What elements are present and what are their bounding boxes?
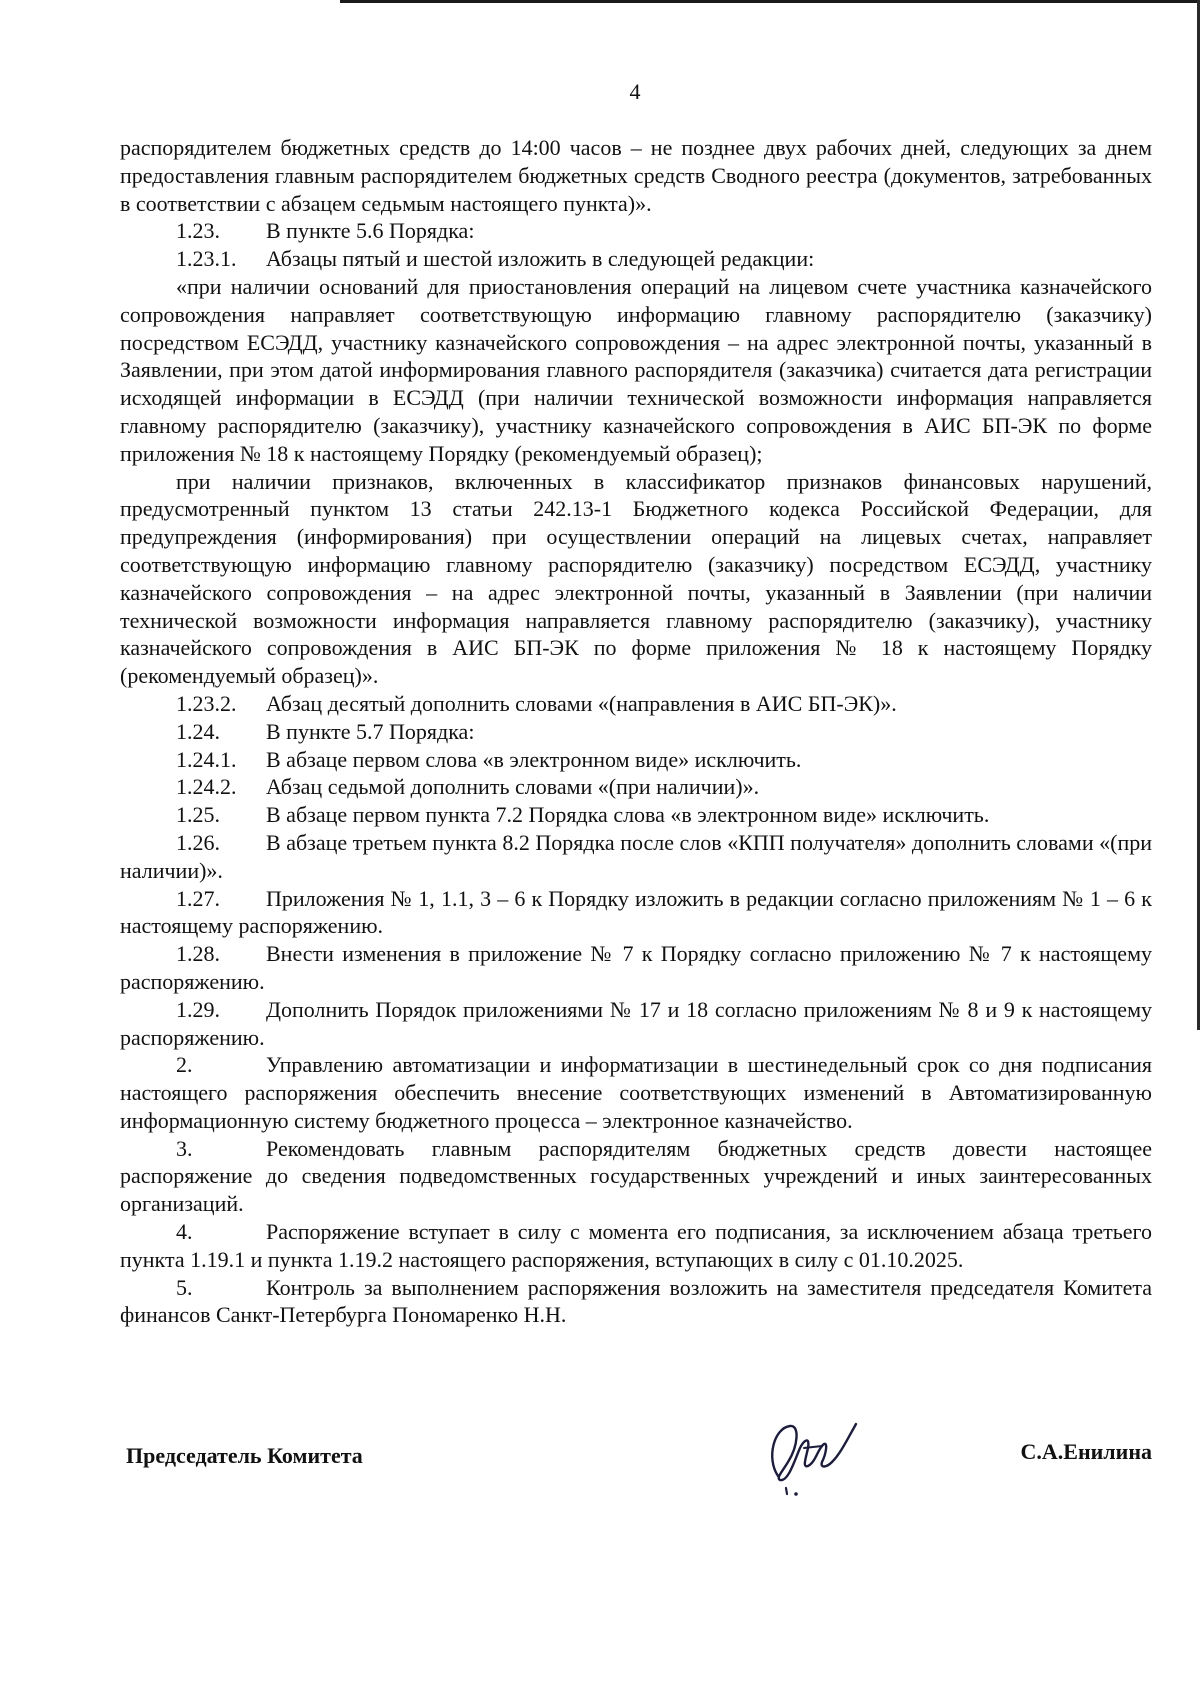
item-1-23-2 <box>120 690 1152 718</box>
item-1-23 <box>120 217 1152 245</box>
item-3 <box>120 1135 1152 1218</box>
item-text: Внести изменения в приложение № 7 к Порядку согласно приложению № 7 к настоящему распоряжению. <box>120 941 1152 994</box>
scan-edge-top <box>340 0 1200 3</box>
item-text: Дополнить Порядок приложениями № 17 и 18 согласно приложениям № 8 и 9 к настоящему распоряжению. <box>120 996 1152 1050</box>
item-text: Распоряжение вступает в силу с момента его подписания, за исключением абзаца третьего пункта 1.19.1 и пункта 1.19.2 настоящего распоряжения, вступающих в силу с 01.10.2025. <box>120 1219 1152 1272</box>
item-number: 1.26. <box>176 829 220 855</box>
item-number: 1.25. <box>176 802 220 828</box>
item-number: 1.24. <box>176 718 220 744</box>
item-number: 1.28. <box>176 941 220 967</box>
item-1-24-2 <box>120 773 1152 801</box>
item-number: 2. <box>176 1052 193 1078</box>
item-text: В пункте 5.6 Порядка: <box>266 218 475 244</box>
item-text: Приложения № 1, 1.1, 3 – 6 к Порядку изложить в редакции согласно приложениям № 1 – 6 к настоящему распоряжению. <box>120 885 1152 939</box>
item-number: 1.23. <box>176 218 220 244</box>
item-number: 1.24.1. <box>176 746 237 772</box>
quoted-paragraph-6: при наличии признаков, включенных в классификатор признаков финансовых нарушений, предусмотренный пунктом 13 статьи 242.13-1 Бюджетного кодекса Российской Федерации, для предупреждения (информирования) при осуществлении операций на лицевых счетах, направляет соответствующую информацию главному распорядителю (заказчику) посредством ЕСЭДД, участнику казначейского сопровождения – на адрес электронной почты, указанный в Заявлении (при наличии технической возможности информация направляется главному распорядителю (заказчику), участнику казначейского сопровождения в АИС БП-ЭК по форме приложения № 18 к настоящему Порядку (рекомендуемый образец)». <box>120 468 1152 689</box>
item-number: 1.24.2. <box>176 774 237 800</box>
signatory-name: С.А.Енилина <box>1020 1439 1152 1464</box>
item-1-25 <box>120 801 1152 829</box>
item-1-24-1 <box>120 746 1152 774</box>
signature-block <box>126 1438 1152 1498</box>
signatory-position: Председатель Комитета <box>126 1443 363 1468</box>
item-text: Абзац седьмой дополнить словами «(при наличии)». <box>266 774 760 800</box>
item-text: В пункте 5.7 Порядка: <box>266 718 475 744</box>
item-1-23-1 <box>120 245 1152 273</box>
quoted-paragraph-5: «при наличии оснований для приостановления операций на лицевом счете участника казначейского сопровождения направляет соответствующую информацию главному распорядителю (заказчику) посредством ЕСЭДД, участнику казначейского сопровождения – на адрес электронной почты, указанный в Заявлении, при этом датой информирования главного распорядителя (заказчика) считается дата регистрации исходящей информации в ЕСЭДД (при наличии технической возможности информация направляется главному распорядителю (заказчику), участнику казначейского сопровождения в АИС БП-ЭК по форме приложения № 18 к настоящему Порядку (рекомендуемый образец); <box>120 273 1152 466</box>
item-text: Абзац десятый дополнить словами «(направления в АИС БП-ЭК)». <box>266 690 897 716</box>
item-text: В абзаце первом слова «в электронном виде» исключить. <box>266 746 802 772</box>
item-number: 1.29. <box>176 996 220 1022</box>
item-number: 1.23.1. <box>176 246 237 272</box>
document-body <box>120 134 1152 1329</box>
item-number: 3. <box>176 1135 193 1161</box>
item-number: 5. <box>176 1274 193 1300</box>
item-number: 1.27. <box>176 885 220 911</box>
item-2 <box>120 1051 1152 1134</box>
item-1-28 <box>120 940 1152 996</box>
paragraph-continuation: распорядителем бюджетных средств до 14:00 часов – не позднее двух рабочих дней, следующих за днем предоставления главным распорядителем бюджетных средств Сводного реестра (документов, затребованных в соответствии с абзацем седьмым настоящего пункта)». <box>120 135 1152 216</box>
item-text: Управлению автоматизации и информатизации в шестинедельный срок со дня подписания настоящего распоряжения обеспечить внесение соответствующих изменений в Автоматизированную информационную систему бюджетного процесса – электронное казначейство. <box>120 1052 1152 1133</box>
item-number: 1.23.2. <box>176 690 237 716</box>
item-1-27 <box>120 885 1152 941</box>
item-1-24 <box>120 718 1152 746</box>
item-4 <box>120 1218 1152 1274</box>
item-text: Рекомендовать главным распорядителям бюджетных средств довести настоящее распоряжение до сведения подведомственных государственных учреждений и иных заинтересованных организаций. <box>120 1135 1152 1217</box>
item-text: Абзацы пятый и шестой изложить в следующей редакции: <box>266 246 815 272</box>
item-text: В абзаце первом пункта 7.2 Порядка слова «в электронном виде» исключить. <box>266 802 990 828</box>
item-1-26 <box>120 829 1152 885</box>
item-text: В абзаце третьем пункта 8.2 Порядка после слов «КПП получателя» дополнить словами «(при наличии)». <box>120 829 1152 883</box>
item-number: 4. <box>176 1219 193 1245</box>
item-text: Контроль за выполнением распоряжения возложить на заместителя председателя Комитета финансов Санкт-Петербурга Пономаренко Н.Н. <box>120 1274 1152 1328</box>
item-1-29 <box>120 996 1152 1052</box>
page-number: 4 <box>629 79 641 104</box>
item-5 <box>120 1274 1152 1330</box>
